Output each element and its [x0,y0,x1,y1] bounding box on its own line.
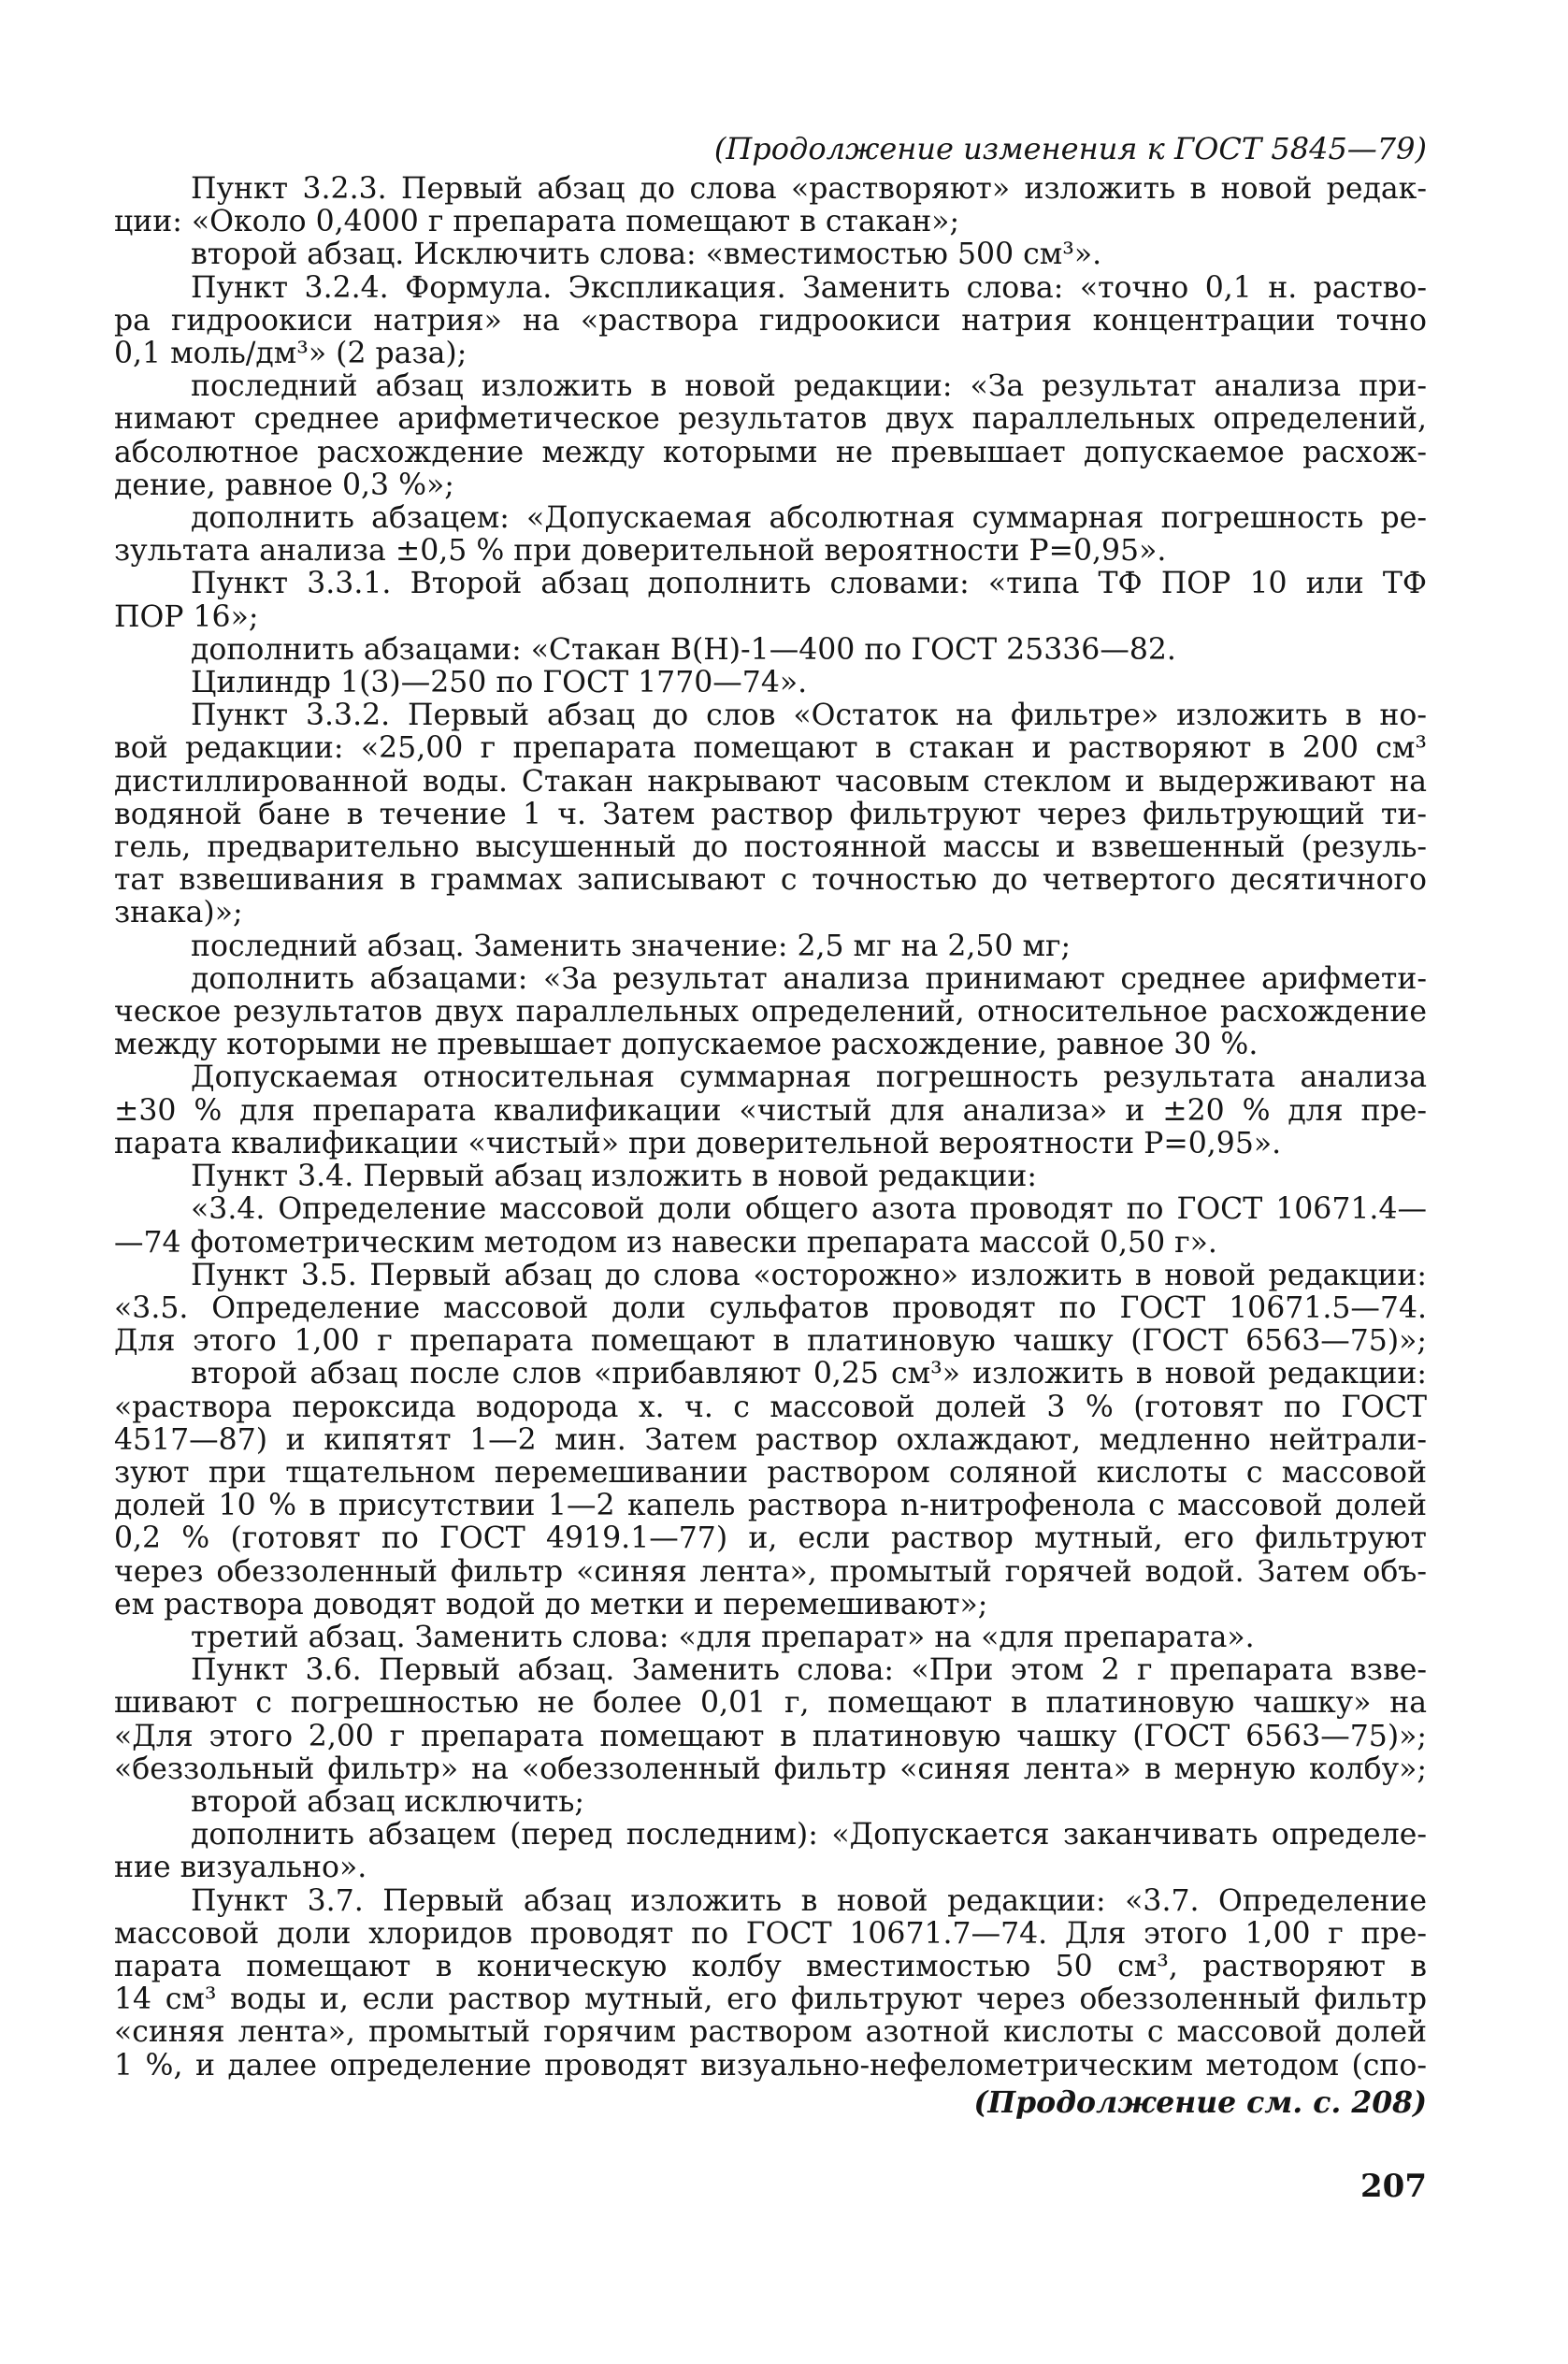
text-line: «раствора пероксида водорода х. ч. с массовой долей 3 % (готовят по ГОСТ [114,1390,1427,1424]
text-line: ние визуально». [114,1851,367,1885]
text-line: ческое результатов двух параллельных определений, относительное расхождение [114,995,1427,1030]
text-line: между которыми не превышает допускаемое расхождение, равное 30 %. [114,1028,1259,1062]
text-line: Пункт 3.3.2. Первый абзац до слов «Остаток на фильтре» изложить в но- [191,699,1427,733]
text-line: второй абзац исключить; [191,1784,585,1819]
text-line: второй абзац после слов «прибавляют 0,25 см³» изложить в новой редакции: [191,1357,1427,1391]
text-line: зуют при тщательном перемешивании раствором соляной кислоты с массовой [114,1455,1427,1490]
text-line: знака)»; [114,896,243,930]
text-line: массовой доли хлоридов проводят по ГОСТ 10671.7—74. Для этого 1,00 г пре- [114,1916,1427,1951]
text-line: дополнить абзацами: «Стакан В(Н)-1—400 по ГОСТ 25336—82. [191,632,1176,667]
text-line: третий абзац. Заменить слова: «для препарат» на «для препарата». [191,1620,1255,1654]
text-line: ра гидроокиси натрия» на «раствора гидроокиси натрия концентрации точно [114,303,1427,338]
continuation-note: (Продолжение см. с. 208) [973,2084,1427,2120]
text-line: долей 10 % в присутствии 1—2 капель раствора n-нитрофенола с массовой долей [114,1489,1427,1523]
text-line: «3.5. Определение массовой доли сульфатов проводят по ГОСТ 10671.5—74. [114,1290,1427,1325]
text-line: второй абзац. Исключить слова: «вместимостью 500 см³». [191,238,1102,272]
text-line: Пункт 3.3.1. Второй абзац дополнить словами: «типа ТФ ПОР 10 или ТФ [191,567,1427,601]
text-line: 0,1 моль/дм³» (2 раза); [114,337,468,371]
text-line: через обеззоленный фильтр «синяя лента», промытый горячей водой. Затем объ- [114,1554,1427,1589]
text-line: Пункт 3.5. Первый абзац до слова «осторожно» изложить в новой редакции: [191,1258,1427,1292]
text-line: последний абзац. Заменить значение: 2,5 мг на 2,50 мг; [191,929,1072,963]
text-line: Пункт 3.2.3. Первый абзац до слова «растворяют» изложить в новой редак- [191,172,1427,206]
page-number: 207 [1360,2168,1427,2205]
text-line: зультата анализа ±0,5 % при доверительной вероятности P=0,95». [114,534,1167,569]
text-line: «синяя лента», промытый горячим раствором азотной кислоты с массовой долей [114,2015,1427,2050]
text-line: парата помещают в коническую колбу вместимостью 50 см³, растворяют в [114,1949,1427,1983]
text-line: Для этого 1,00 г препарата помещают в платиновую чашку (ГОСТ 6563—75)»; [114,1324,1427,1359]
text-line: Пункт 3.7. Первый абзац изложить в новой редакции: «3.7. Определение [191,1883,1427,1918]
text-line: 1 %, и далее определение проводят визуально-нефелометрическим методом (спо- [114,2048,1427,2083]
text-line: дение, равное 0,3 %»; [114,468,454,502]
text-line: парата квалификации «чистый» при доверительной вероятности P=0,95». [114,1126,1282,1160]
text-line: вой редакции: «25,00 г препарата помещают в стакан и растворяют в 200 см³ [114,731,1427,766]
text-line: шивают с погрешностью не более 0,01 г, помещают в платиновую чашку» на [114,1686,1427,1721]
text-line: нимают среднее арифметическое результатов двух параллельных определений, [114,402,1427,437]
text-line: абсолютное расхождение между которыми не превышает допускаемое расхож- [114,435,1427,469]
text-line: Пункт 3.4. Первый абзац изложить в новой редакции: [191,1160,1037,1194]
text-line: водяной бане в течение 1 ч. Затем раствор фильтруют через фильтрующий ти- [114,797,1427,831]
running-header: (Продолжение изменения к ГОСТ 5845—79) [713,131,1427,166]
text-line: Пункт 3.6. Первый абзац. Заменить слова: «При этом 2 г препарата взве- [191,1653,1427,1688]
text-line: 14 см³ воды и, если раствор мутный, его фильтруют через обеззоленный фильтр [114,1982,1427,2017]
text-line: тат взвешивания в граммах записывают с точностью до четвертого десятичного [114,863,1427,898]
text-line: «беззольный фильтр» на «обеззоленный фильтр «синяя лента» в мерную колбу»; [114,1751,1427,1786]
text-line: дистиллированной воды. Стакан накрывают часовым стеклом и выдерживают на [114,764,1427,799]
text-line: —74 фотометрическим методом из навески препарата массой 0,50 г». [114,1225,1217,1260]
text-lines [114,173,1427,2083]
text-line: Цилиндр 1(3)—250 по ГОСТ 1770—74». [191,666,808,700]
text-line: ции: «Около 0,4000 г препарата помещают в стакан»; [114,205,960,239]
text-line: Допускаемая относительная суммарная погрешность результата анализа [191,1060,1427,1095]
text-line: дополнить абзацами: «За результат анализа принимают среднее арифмети- [191,961,1427,996]
text-line: дополнить абзацем (перед последним): «Допускается заканчивать определе- [191,1818,1427,1852]
text-line: дополнить абзацем: «Допускаемая абсолютная суммарная погрешность ре- [191,501,1427,536]
text-line: ем раствора доводят водой до метки и перемешивают»; [114,1587,988,1622]
text-line: ПОР 16»; [114,599,259,634]
text-line: 4517—87) и кипятят 1—2 мин. Затем раствор охлаждают, медленно нейтрали- [114,1422,1427,1457]
document-body [114,129,1427,2119]
text-line: «Для этого 2,00 г препарата помещают в платиновую чашку (ГОСТ 6563—75)»; [114,1719,1427,1753]
text-line: 0,2 % (готовят по ГОСТ 4919.1—77) и, если раствор мутный, его фильтруют [114,1521,1427,1556]
text-line: гель, предварительно высушенный до постоянной массы и взвешенный (резуль- [114,830,1427,865]
text-line: последний абзац изложить в новой редакции: «За результат анализа при- [191,369,1427,404]
text-line: Пункт 3.2.4. Формула. Экспликация. Заменить слова: «точно 0,1 н. раство- [191,270,1427,305]
text-line: «3.4. Определение массовой доли общего азота проводят по ГОСТ 10671.4— [191,1192,1427,1227]
text-line: ±30 % для препарата квалификации «чистый для анализа» и ±20 % для пре- [114,1093,1427,1128]
